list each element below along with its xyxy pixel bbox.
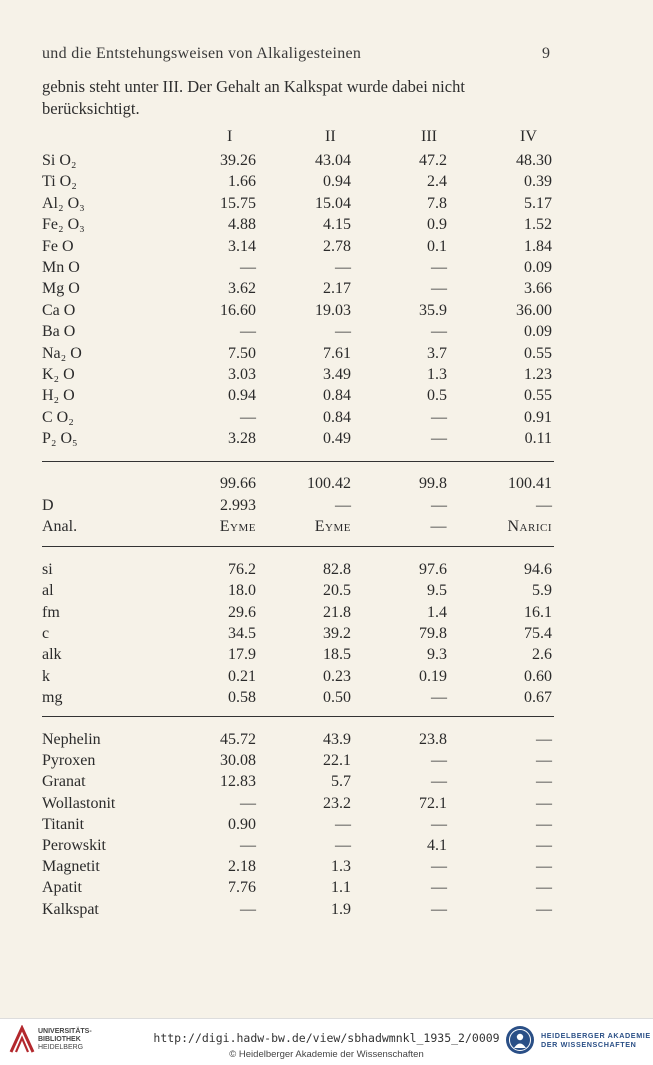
niggli-value: 0.58 [228,688,256,706]
mineral-row [0,879,653,900]
oxide-row [0,280,653,301]
mineral-row [0,795,653,816]
oxide-label: Mn O [42,259,80,276]
mineral-value: — [431,900,447,918]
niggli-value: 17.9 [228,646,256,664]
oxide-label: Ba O [42,323,76,341]
niggli-value: 16.1 [524,603,552,621]
niggli-value: 0.23 [323,667,351,685]
niggli-value: 18.5 [323,646,351,664]
oxide-value: 0.94 [323,173,351,191]
niggli-value: 79.8 [419,624,447,642]
oxide-value: 4.88 [228,216,256,234]
oxide-value: — [431,408,447,426]
mineral-value: 72.1 [419,794,447,812]
oxide-label: Fe O [42,237,74,255]
oxide-label: K₂ O [42,366,75,383]
running-head: und die Entstehungsweisen von Alkaligesteinen [42,45,362,62]
density-label: D [42,497,54,514]
oxide-row [0,323,653,344]
analyst-value: Eyme [219,518,256,535]
library-name: UNIVERSITÄTS- BIBLIOTHEK HEIDELBERG [38,1028,92,1051]
oxide-value: 3.28 [228,430,256,448]
niggli-value: 0.19 [419,667,447,685]
oxide-value: — [335,259,351,276]
oxide-value: 0.91 [524,408,552,426]
mineral-row [0,901,653,922]
mineral-value: — [431,752,447,770]
niggli-value: 2.6 [532,646,552,664]
oxide-row [0,409,653,430]
oxide-value: 0.39 [524,173,552,191]
oxide-label: H₂ O [42,387,75,405]
oxide-value: 0.5 [427,387,447,405]
mineral-value: — [240,794,256,812]
mineral-value: — [335,815,351,833]
niggli-label: si [42,561,53,578]
mineral-value: — [240,837,256,854]
mineral-value: — [536,837,552,854]
oxide-row [0,430,653,451]
mineral-value: 23.2 [323,794,351,812]
mineral-row [0,773,653,794]
mineral-value: 45.72 [220,731,256,748]
copyright-notice: © Heidelberger Akademie der Wissenschaften [229,1049,424,1060]
mineral-value: — [536,879,552,897]
niggli-value: 0.21 [228,667,256,685]
totals-value: 99.66 [220,475,256,492]
oxide-label: P₂ O₅ [42,430,78,448]
oxide-value: 15.04 [315,194,351,212]
oxide-label: Mg O [42,280,80,298]
totals-value: 100.42 [307,475,351,492]
oxide-value: 7.61 [323,344,351,362]
mineral-value: 1.1 [331,879,351,897]
oxide-value: 3.66 [524,280,552,298]
mineral-row [0,858,653,879]
mineral-value: — [240,900,256,918]
niggli-value: 76.2 [228,561,256,578]
oxide-value: 39.26 [220,152,256,169]
oxide-value: 43.04 [315,152,351,169]
analyst-value: — [430,518,447,535]
mineral-value: 1.3 [331,858,351,876]
oxide-row [0,366,653,387]
niggli-row [0,604,653,625]
oxide-row [0,238,653,259]
column-header: III [421,128,437,145]
table-rule [42,461,554,462]
niggli-value: 21.8 [323,603,351,621]
mineral-value: 30.08 [220,752,256,770]
oxide-value: — [431,323,447,341]
density-value: 2.993 [220,497,256,514]
mineral-value: 7.76 [228,879,256,897]
mineral-row [0,816,653,837]
oxide-label: C O₂ [42,408,74,426]
column-header: IV [520,128,537,145]
niggli-label: al [42,582,54,600]
niggli-value: 0.67 [524,688,552,706]
oxide-label: Fe₂ O₃ [42,216,85,234]
oxide-value: 3.03 [228,366,256,383]
academy-seal-icon [505,1025,535,1055]
mineral-label: Titanit [42,815,85,833]
oxide-value: 0.84 [323,387,351,405]
oxide-value: 0.9 [427,216,447,234]
table-rule [42,546,554,547]
oxide-value: 2.4 [427,173,447,191]
niggli-value: 1.4 [427,603,447,621]
oxide-row [0,216,653,237]
niggli-value: 9.3 [427,646,447,664]
oxide-row [0,387,653,408]
academy-name: HEIDELBERGER AKADEMIE DER WISSENSCHAFTEN [541,1031,651,1049]
oxide-label: Ti O₂ [42,173,77,191]
oxide-value: 16.60 [220,301,256,319]
oxide-value: 3.14 [228,237,256,255]
oxide-value: — [335,323,351,341]
mineral-label: Kalkspat [42,900,99,918]
niggli-value: 34.5 [228,624,256,642]
niggli-label: c [42,624,50,642]
oxide-value: 19.03 [315,301,351,319]
oxide-label: Al₂ O₃ [42,194,85,212]
table-rule [42,716,554,717]
niggli-value: 0.50 [323,688,351,706]
mineral-value: — [536,900,552,918]
mineral-label: Granat [42,773,86,791]
oxide-value: 0.55 [524,344,552,362]
mineral-label: Apatit [42,879,82,897]
niggli-row [0,582,653,603]
column-header-row [0,128,653,149]
oxide-value: 0.55 [524,387,552,405]
mineral-label: Nephelin [42,731,101,748]
niggli-value: 75.4 [524,624,552,642]
mineral-label: Wollastonit [42,794,116,812]
mineral-value: — [431,773,447,791]
mineral-value: — [431,858,447,876]
oxide-value: 3.62 [228,280,256,298]
oxide-value: 1.52 [524,216,552,234]
mineral-value: — [536,858,552,876]
page-number: 9 [542,45,550,62]
mineral-value: — [431,815,447,833]
niggli-row [0,561,653,582]
oxide-value: 0.09 [524,323,552,341]
column-header: II [325,128,336,145]
totals-row [0,475,653,496]
mineral-value: — [431,879,447,897]
oxide-value: 7.50 [228,344,256,362]
mineral-value: 5.7 [331,773,351,791]
niggli-row [0,668,653,689]
analyst-value: Narici [507,518,552,535]
mineral-row [0,837,653,858]
mineral-value: 0.90 [228,815,256,833]
mineral-value: 12.83 [220,773,256,791]
niggli-row [0,646,653,667]
mineral-value: 23.8 [419,731,447,748]
oxide-value: — [431,430,447,448]
oxide-value: 35.9 [419,301,447,319]
mineral-value: 4.1 [427,837,447,854]
column-header: I [227,128,233,145]
niggli-value: — [431,688,447,706]
mineral-row [0,731,653,752]
niggli-value: 20.5 [323,582,351,600]
niggli-value: 9.5 [427,582,447,600]
density-row [0,497,653,518]
oxide-value: 36.00 [516,301,552,319]
intro-paragraph: gebnis steht unter III. Der Gehalt an Kalkspat wurde dabei nicht berücksichtigt. [42,77,465,118]
density-value: — [431,497,447,514]
oxide-row [0,195,653,216]
oxide-value: 1.3 [427,366,447,383]
oxide-value: 1.66 [228,173,256,191]
oxide-value: 4.15 [323,216,351,234]
oxide-value: 5.17 [524,194,552,212]
niggli-value: 18.0 [228,582,256,600]
niggli-label: fm [42,603,60,621]
oxide-row [0,173,653,194]
niggli-value: 94.6 [524,561,552,578]
niggli-row [0,689,653,710]
oxide-value: — [240,408,256,426]
oxide-value: — [240,323,256,341]
mineral-value: — [536,815,552,833]
mineral-value: 2.18 [228,858,256,876]
mineral-label: Perowskit [42,837,106,854]
analyst-label: Anal. [42,518,78,535]
oxide-row [0,302,653,323]
niggli-label: mg [42,688,63,706]
oxide-value: 15.75 [220,194,256,212]
oxide-value: 0.1 [427,237,447,255]
mineral-value: — [536,773,552,791]
mineral-value: — [536,752,552,770]
oxide-value: 3.49 [323,366,351,383]
mineral-value: 43.9 [323,731,351,748]
niggli-value: 39.2 [323,624,351,642]
niggli-label: k [42,667,50,685]
totals-value: 99.8 [419,475,447,492]
analyst-value: Eyme [314,518,351,535]
niggli-value: 29.6 [228,603,256,621]
analyst-row [0,518,653,539]
mineral-label: Magnetit [42,858,100,876]
oxide-value: 1.84 [524,237,552,255]
oxide-value: 48.30 [516,152,552,169]
oxide-row [0,152,653,173]
oxide-label: Na₂ O [42,344,82,362]
oxide-value: 7.8 [427,194,447,212]
mineral-row [0,752,653,773]
totals-value: 100.41 [508,475,552,492]
oxide-label: Ca O [42,301,76,319]
oxide-value: — [431,280,447,298]
niggli-row [0,625,653,646]
oxide-value: 1.23 [524,366,552,383]
mineral-value: — [335,837,351,854]
oxide-value: 0.11 [524,430,552,448]
oxide-value: 0.84 [323,408,351,426]
oxide-value: — [240,259,256,276]
oxide-value: 3.7 [427,344,447,362]
oxide-value: 47.2 [419,152,447,169]
oxide-value: 0.94 [228,387,256,405]
oxide-value: 0.49 [323,430,351,448]
niggli-value: 97.6 [419,561,447,578]
niggli-value: 5.9 [532,582,552,600]
density-value: — [536,497,552,514]
niggli-value: 0.60 [524,667,552,685]
permalink-url[interactable]: http://digi.hadw-bw.de/view/sbhadwmnkl_1935_2/0009 [153,1031,500,1045]
niggli-value: 82.8 [323,561,351,578]
niggli-label: alk [42,646,62,664]
oxide-value: 2.17 [323,280,351,298]
mineral-value: — [536,731,552,748]
oxide-label: Si O₂ [42,152,77,169]
oxide-row [0,345,653,366]
mineral-label: Pyroxen [42,752,96,770]
oxide-value: — [431,259,447,276]
mineral-value: — [536,794,552,812]
density-value: — [335,497,351,514]
footer-bar [0,1018,653,1065]
mineral-value: 1.9 [331,900,351,918]
oxide-row [0,259,653,280]
oxide-value: 2.78 [323,237,351,255]
oxide-value: 0.09 [524,259,552,276]
mineral-value: 22.1 [323,752,351,770]
